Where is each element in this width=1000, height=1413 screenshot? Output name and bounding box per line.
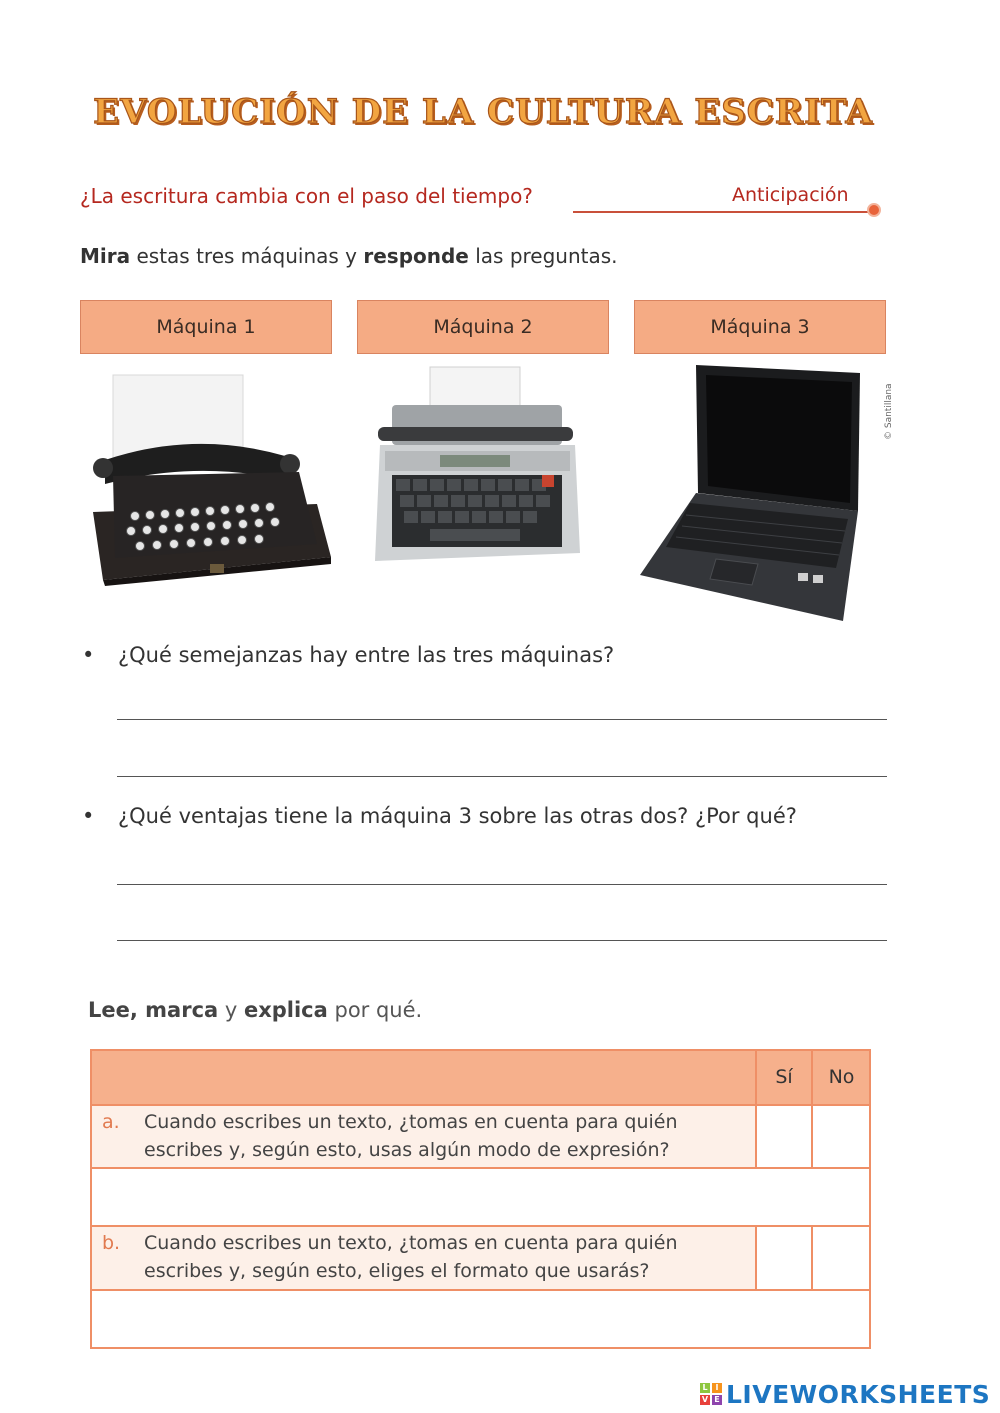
- section-question: ¿La escritura cambia con el paso del tiempo?: [80, 184, 533, 208]
- liveworksheets-logo: [700, 1379, 990, 1409]
- question-2-text: ¿Qué ventajas tiene la máquina 3 sobre las otras dos? ¿Por qué?: [118, 804, 797, 828]
- table-grid: [90, 1049, 871, 1349]
- bullet-icon: •: [82, 643, 95, 667]
- row-b-letter: b.: [102, 1232, 121, 1254]
- answer-line-2b[interactable]: [117, 940, 887, 941]
- col-no-header: No: [828, 1066, 855, 1088]
- machine-2-label: Máquina 2: [357, 300, 609, 354]
- header-dot-icon: [867, 203, 881, 217]
- question-2: [82, 804, 797, 828]
- row-a-line2: escribes y, según esto, usas algún modo de expresión?: [144, 1139, 670, 1161]
- row-b-line1: Cuando escribes un texto, ¿tomas en cuenta para quién: [144, 1232, 678, 1254]
- laptop-image: [638, 363, 878, 623]
- section2-fragment: por qué.: [327, 998, 423, 1022]
- logo-block-e: E: [712, 1395, 722, 1405]
- col-si-header: Sí: [775, 1066, 793, 1088]
- electronic-typewriter-image: [370, 365, 585, 565]
- row-a-letter: a.: [102, 1111, 120, 1133]
- section2-instruction: [88, 998, 422, 1022]
- instruction-fragment: estas tres máquinas y: [130, 244, 364, 268]
- section2-fragment: y: [218, 998, 244, 1022]
- bullet-icon: •: [82, 804, 95, 828]
- instruction-verb-responde: responde: [363, 244, 469, 268]
- question-1-text: ¿Qué semejanzas hay entre las tres máquinas?: [118, 643, 615, 667]
- worksheet-title: EVOLUCIÓN DE LA CULTURA ESCRITA: [93, 92, 873, 132]
- logo-block-v: V: [701, 1395, 709, 1404]
- liveworksheets-wordmark: LIVEWORKSHEETS: [726, 1379, 991, 1409]
- image-credit-text: © Santillana: [884, 383, 894, 440]
- row-b-line2: escribes y, según esto, eliges el formato que usarás?: [144, 1260, 650, 1282]
- yes-no-table: [90, 1049, 871, 1349]
- answer-line-1a[interactable]: [117, 719, 887, 720]
- header-rule: [573, 211, 873, 213]
- liveworksheets-blocks-icon: [700, 1383, 722, 1405]
- machine-1-label: Máquina 1: [80, 300, 332, 354]
- anticipacion-tag: Anticipación: [732, 184, 849, 206]
- instruction-text: [80, 244, 618, 268]
- instruction-fragment: las preguntas.: [468, 244, 618, 268]
- answer-line-1b[interactable]: [117, 776, 887, 777]
- section2-verbs: Lee, marca: [88, 998, 219, 1022]
- section2-verb-explica: explica: [243, 998, 328, 1022]
- vintage-typewriter-image: [85, 372, 335, 587]
- question-1: [82, 643, 614, 667]
- answer-line-2a[interactable]: [117, 884, 887, 885]
- logo-block-i: I: [712, 1383, 722, 1393]
- row-a-line1: Cuando escribes un texto, ¿tomas en cuenta para quién: [144, 1111, 678, 1133]
- instruction-verb-mira: Mira: [80, 244, 131, 268]
- logo-block-l: L: [700, 1383, 710, 1393]
- image-credit: [882, 372, 898, 442]
- machine-3-label: Máquina 3: [634, 300, 886, 354]
